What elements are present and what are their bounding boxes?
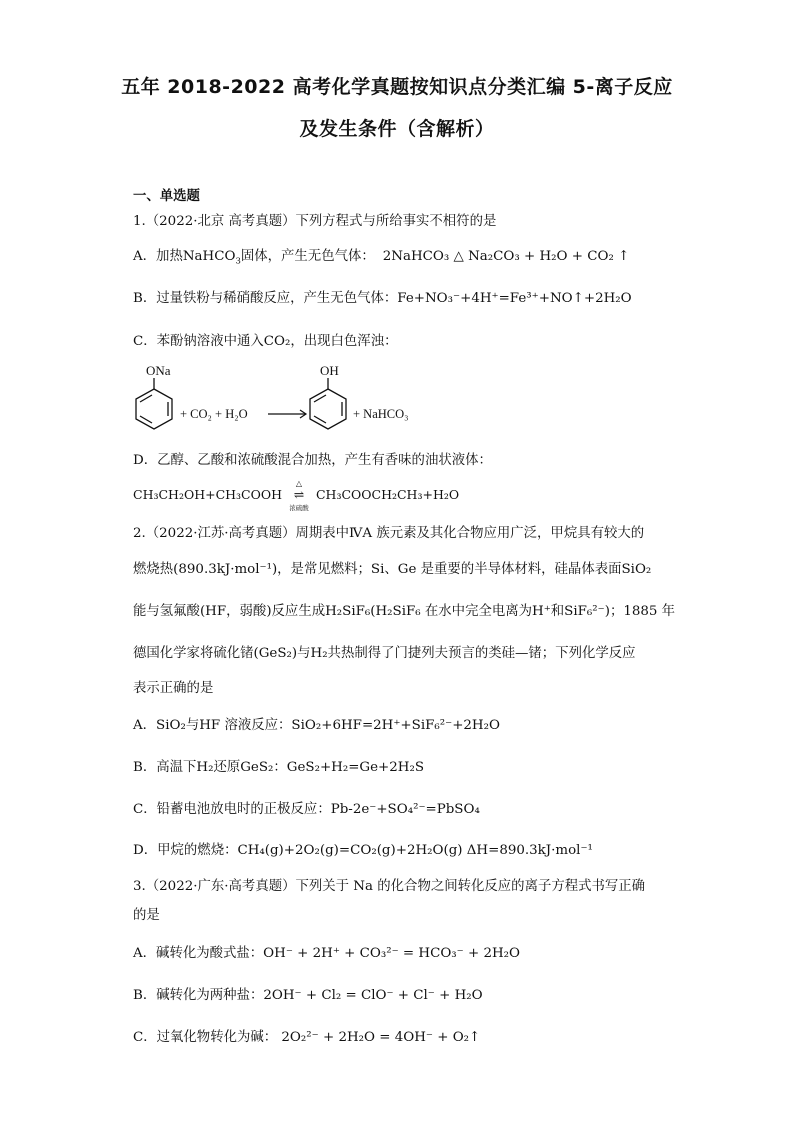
q3-option-a: A．碱转化为酸式盐：OH⁻ + 2H⁺ + CO₃²⁻ = HCO₃⁻ + 2H₂O [133, 946, 521, 961]
q1-option-a: A．加热NaHCO$_3$固体，产生无色气体： 2NaHCO₃ △ Na₂CO₃ + H₂O + CO₂ ↑ [133, 249, 630, 267]
q1-a-equation: 2NaHCO₃ △ Na₂CO₃ + H₂O + CO₂ ↑ [382, 249, 630, 264]
q2-stem-line5: 表示正确的是 [133, 681, 214, 696]
sodium-phenoxide-structure [136, 378, 172, 429]
q1-d-equation: CH₃CH₂OH+CH₃COOH △ ⇌ 浓硫酸 CH₃COOCH₂CH₃+H₂O [133, 479, 460, 512]
phenol-reaction-diagram [128, 362, 448, 446]
document-title-line2: 及发生条件（含解析） [299, 118, 495, 140]
product-substituent-label: OH [320, 363, 339, 378]
q1-option-c: C．苯酚钠溶液中通入CO₂，出现白色浑浊： [133, 334, 398, 349]
phenol-structure [310, 378, 346, 429]
q1-d-condition: △ ⇌ 浓硫酸 [289, 479, 309, 512]
q3-stem-line1: 3.（2022·广东·高考真题）下列关于 Na 的化合物之间转化反应的离子方程式书写正确 [133, 879, 646, 894]
document-title-line1: 五年 2018-2022 高考化学真题按知识点分类汇编 5-离子反应 [121, 76, 673, 98]
reaction-arrow [268, 410, 306, 418]
q2-stem-line2: 燃烧热(890.3kJ·mol⁻¹)，是常见燃料；Si、Ge 是重要的半导体材料，硅晶体表面SiO₂ [133, 562, 652, 577]
q2-stem-line3: 能与氢氟酸(HF，弱酸)反应生成H₂SiF₆(H₂SiF₆ 在水中完全电离为H⁺和SiF₆²⁻)；1885 年 [133, 604, 676, 619]
section-heading: 一、单选题 [133, 189, 200, 204]
q2-option-c: C．铅蓄电池放电时的正极反应：Pb-2e⁻+SO₄²⁻=PbSO₄ [133, 802, 480, 817]
byproduct-label: + NaHCO₃ [353, 407, 409, 421]
q1-b-equation: Fe+NO₃⁻+4H⁺=Fe³⁺+NO↑+2H₂O [397, 291, 632, 306]
q2-option-d: D．甲烷的燃烧：CH₄(g)+2O₂(g)=CO₂(g)+2H₂O(g) ΔH=890.3kJ·mol⁻¹ [133, 843, 593, 858]
reactant-substituent-label: ONa [146, 363, 171, 378]
reagents-label: + CO₂ + H₂O [180, 407, 248, 421]
q1-option-d: D．乙醇、乙酸和浓硫酸混合加热，产生有香味的油状液体： [133, 453, 492, 468]
q3-option-b: B．碱转化为两种盐：2OH⁻ + Cl₂ = ClO⁻ + Cl⁻ + H₂O [133, 988, 483, 1003]
q2-option-a: A．SiO₂与HF 溶液反应：SiO₂+6HF=2H⁺+SiF₆²⁻+2H₂O [133, 718, 500, 733]
q3-stem-line2: 的是 [133, 908, 160, 923]
q2-option-b: B．高温下H₂还原GeS₂：GeS₂+H₂=Ge+2H₂S [133, 760, 425, 775]
q2-stem-line4: 德国化学家将硫化锗(GeS₂)与H₂共热制得了门捷列夫预言的类硅—锗；下列化学反应 [133, 646, 636, 661]
q1-c-reaction-scheme [128, 362, 448, 446]
q1-option-b: B．过量铁粉与稀硝酸反应，产生无色气体：Fe+NO₃⁻+4H⁺=Fe³⁺+NO↑+2H₂O [133, 291, 632, 306]
q3-option-c: C．过氧化物转化为碱： 2O₂²⁻ + 2H₂O = 4OH⁻ + O₂↑ [133, 1030, 481, 1045]
q2-stem-line1: 2.（2022·江苏·高考真题）周期表中ⅣA 族元素及其化合物应用广泛，甲烷具有较大的 [133, 526, 645, 541]
q1-stem: 1.（2022·北京 高考真题）下列方程式与所给事实不相符的是 [133, 214, 497, 229]
